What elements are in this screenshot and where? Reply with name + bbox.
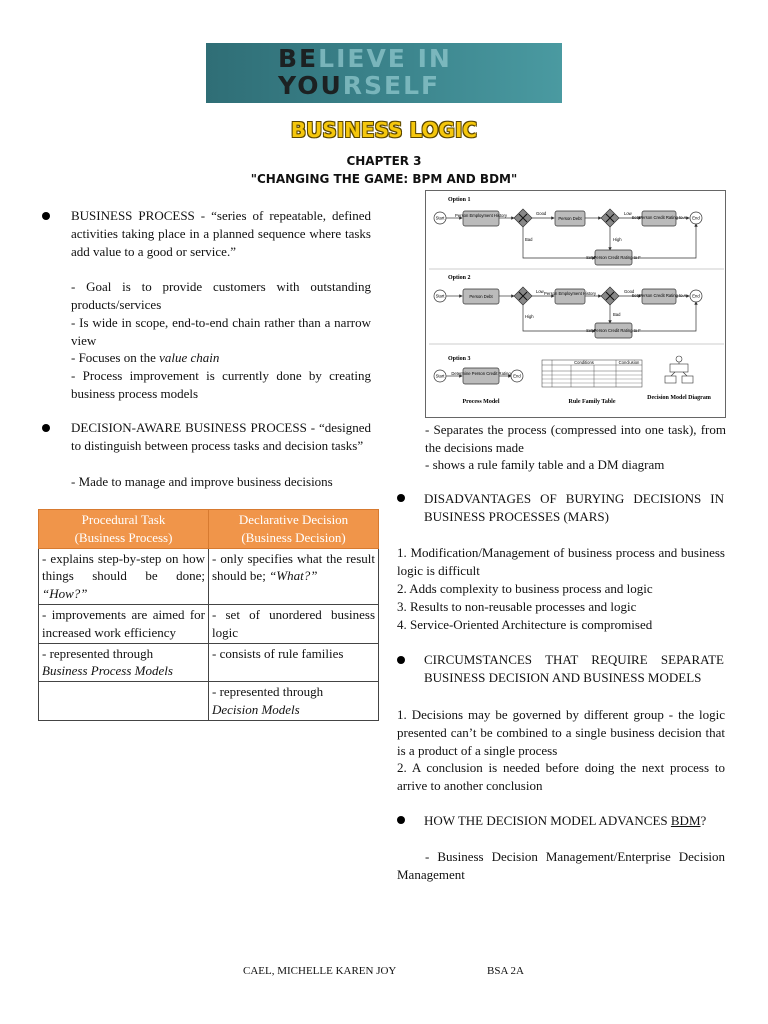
comparison-table bbox=[38, 509, 379, 721]
table-row bbox=[39, 643, 379, 682]
table-cell: - set of unordered business logic bbox=[209, 604, 379, 643]
chapter-subtitle: "CHANGING THE GAME: BPM AND BDM" bbox=[250, 172, 518, 186]
task-employment-history: Person Employment History bbox=[455, 213, 507, 218]
document-title: BUSINESS LOGIC bbox=[290, 118, 478, 142]
table-cell: - explains step-by-step on how things should be done; “How?” bbox=[39, 548, 209, 604]
section-label: BSA 2A bbox=[487, 965, 524, 977]
process-options-diagram bbox=[426, 191, 727, 419]
end-event: End bbox=[692, 293, 700, 299]
table-cell: - improvements are aimed for increased work efficiency bbox=[39, 604, 209, 643]
rule-family-table bbox=[542, 360, 642, 387]
start-event: Start bbox=[435, 373, 445, 379]
circumstances-heading: CIRCUMSTANCES THAT REQUIRE SEPARATE BUSINESS DECISION AND BUSINESS MODELS bbox=[424, 652, 724, 685]
author-name: CAEL, MICHELLE KAREN JOY bbox=[243, 965, 397, 977]
end-event: End bbox=[692, 215, 700, 221]
task-determine-rating: Determine Person Credit Rating bbox=[451, 371, 511, 376]
start-event: Start bbox=[435, 215, 445, 221]
option-2-label: Option 2 bbox=[448, 275, 471, 281]
bullet-icon bbox=[397, 816, 405, 824]
table-cell: - consists of rule families bbox=[209, 643, 379, 682]
task-person-debt: Person Debt bbox=[469, 294, 493, 299]
bp-scope: - Is wide in scope, end-to-end chain rather than a narrow view bbox=[71, 315, 371, 348]
task-set-rating-f: Set Person Credit Rating to F bbox=[586, 328, 641, 333]
table-cell: - represented through Business Process Models bbox=[39, 643, 209, 682]
good-label: Good bbox=[536, 211, 547, 216]
caption-rule-family-table: Rule Family Table bbox=[568, 399, 616, 405]
header-declarative-decision: Declarative Decision (Business Decision) bbox=[209, 510, 379, 549]
table-cell: - represented through Decision Models bbox=[209, 682, 379, 721]
banner-line-1: BELIEVE IN bbox=[278, 44, 452, 73]
option-1-label: Option 1 bbox=[448, 197, 471, 203]
low-label: Low bbox=[624, 211, 632, 216]
table-header-row bbox=[39, 510, 379, 549]
disadvantage-item: 3. Results to non-reusable processes and logic bbox=[397, 599, 637, 614]
bp-goal: - Goal is to provide customers with outstanding products/services bbox=[71, 279, 371, 312]
option-3-label: Option 3 bbox=[448, 356, 471, 362]
circumstance-item: 1. Decisions may be governed by different group - the logic presented can’t be combined to a single business decision that is a product of a single process bbox=[397, 707, 725, 758]
table-cell: - only specifies what the result should be; “What?” bbox=[209, 548, 379, 604]
process-options-figure bbox=[425, 190, 726, 418]
conclusion-header: Conclusion bbox=[618, 360, 640, 365]
start-event: Start bbox=[435, 293, 445, 299]
circumstance-item: 2. A conclusion is needed before doing the next process to arrive to another conclusion bbox=[397, 760, 725, 793]
bp-value-chain: - Focuses on the value chain bbox=[71, 350, 220, 365]
banner-line-2: YOURSELF bbox=[278, 71, 441, 100]
low-label: Low bbox=[536, 289, 544, 294]
end-event: End bbox=[513, 373, 521, 379]
business-process-definition: BUSINESS PROCESS - “series of repeatable, defined activities taking place in a planned sequence where tasks add value to a good or service.” bbox=[71, 208, 371, 259]
disadvantage-item: 4. Service-Oriented Architecture is compromised bbox=[397, 617, 653, 632]
task-set-rating-f: Set Person Credit Rating to F bbox=[586, 255, 641, 260]
conditions-header: Conditions bbox=[574, 360, 594, 365]
banner-image bbox=[206, 43, 562, 103]
task-person-debt: Person Debt bbox=[558, 216, 582, 221]
figure-note-separates: - Separates the process (compressed into one task), from the decisions made bbox=[425, 422, 726, 455]
decision-model-item: - Business Decision Management/Enterprise Decision Management bbox=[397, 849, 725, 882]
table-row bbox=[39, 548, 379, 604]
bullet-icon bbox=[42, 212, 50, 220]
table-cell bbox=[39, 682, 209, 721]
bp-improvement: - Process improvement is currently done by creating business process models bbox=[71, 368, 371, 401]
decision-model-heading: HOW THE DECISION MODEL ADVANCES BDM? bbox=[424, 813, 707, 828]
task-employment-history: Person Employment History bbox=[544, 291, 596, 296]
bullet-icon bbox=[397, 656, 405, 664]
disadvantage-item: 2. Adds complexity to business process and logic bbox=[397, 581, 653, 596]
table-row bbox=[39, 682, 379, 721]
task-set-rating-a: Set Person Credit Rating to A bbox=[631, 293, 687, 298]
disadvantage-item: 1. Modification/Management of business process and business logic is difficult bbox=[397, 545, 725, 578]
high-label: High bbox=[613, 237, 622, 242]
figure-note-shows: - shows a rule family table and a DM diagram bbox=[425, 457, 665, 472]
dabp-purpose: - Made to manage and improve business decisions bbox=[71, 474, 333, 489]
table-row bbox=[39, 604, 379, 643]
good-label: Good bbox=[624, 289, 635, 294]
high-label: High bbox=[525, 314, 534, 319]
bad-label: Bad bbox=[613, 312, 621, 317]
bullet-icon bbox=[397, 494, 405, 502]
caption-decision-model: Decision Model Diagram bbox=[647, 395, 711, 401]
chapter-label: CHAPTER 3 bbox=[346, 154, 422, 168]
header-procedural-task: Procedural Task (Business Process) bbox=[39, 510, 209, 549]
decision-model-diagram bbox=[665, 356, 693, 383]
disadvantages-heading: DISADVANTAGES OF BURYING DECISIONS IN BUSINESS PROCESSES (MARS) bbox=[424, 491, 724, 524]
task-set-rating-a: Set Person Credit Rating to A bbox=[631, 215, 687, 220]
bullet-icon bbox=[42, 424, 50, 432]
caption-process-model: Process Model bbox=[462, 399, 500, 405]
bad-label: Bad bbox=[525, 237, 533, 242]
decision-aware-process-definition: DECISION-AWARE BUSINESS PROCESS - “designed to distinguish between process tasks and decision tasks” bbox=[71, 420, 371, 453]
